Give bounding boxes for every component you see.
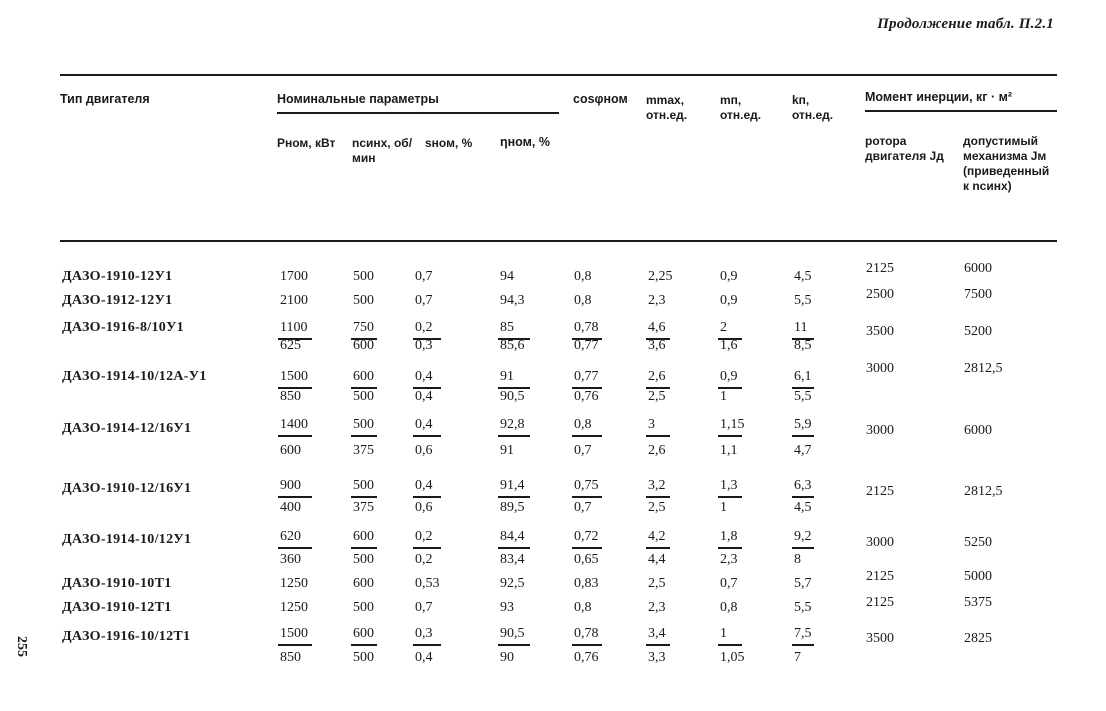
fraction-rule <box>278 435 312 437</box>
cell-n-sync: 600 <box>353 369 374 384</box>
header-k-p: kп, отн.ед. <box>792 93 834 122</box>
cell-k-p: 5,5 <box>794 600 812 615</box>
cell-m-p: 0,7 <box>720 576 738 591</box>
cell-p-nom: 620 <box>280 529 301 544</box>
cell-eta-nom: 85,6 <box>500 338 525 353</box>
cell-eta-nom: 94 <box>500 269 514 284</box>
page-number: 255 <box>14 636 29 657</box>
fraction-rule <box>351 496 377 498</box>
cell-p-nom: 1250 <box>280 576 308 591</box>
cell-p-nom: 625 <box>280 338 301 353</box>
header-m-p: mп, отн.ед. <box>720 93 762 122</box>
cell-cos-phi: 0,8 <box>574 600 592 615</box>
cell-p-nom: 1400 <box>280 417 308 432</box>
fraction-rule <box>413 496 441 498</box>
cell-k-p: 7,5 <box>794 626 812 641</box>
cell-cos-phi: 0,72 <box>574 529 599 544</box>
cell-p-nom: 1250 <box>280 600 308 615</box>
cell-k-p: 6,1 <box>794 369 812 384</box>
cell-k-p: 5,5 <box>794 389 812 404</box>
cell-n-sync: 600 <box>353 576 374 591</box>
cell-m-p: 1 <box>720 500 727 515</box>
cell-cos-phi: 0,77 <box>574 369 599 384</box>
fraction-rule <box>572 435 602 437</box>
cell-n-sync: 500 <box>353 600 374 615</box>
cell-n-sync: 750 <box>353 320 374 335</box>
motor-type-name: ДАЗО-1912-12У1 <box>62 293 173 308</box>
cell-cos-phi: 0,65 <box>574 552 599 567</box>
cell-n-sync: 500 <box>353 269 374 284</box>
fraction-rule <box>792 496 814 498</box>
cell-mechanism-inertia: 6000 <box>964 261 992 276</box>
cell-k-p: 8 <box>794 552 801 567</box>
cell-rotor-inertia: 3500 <box>866 324 894 339</box>
cell-m-max: 3,6 <box>648 338 666 353</box>
motor-type-name: ДАЗО-1914-12/16У1 <box>62 421 192 436</box>
cell-cos-phi: 0,8 <box>574 293 592 308</box>
cell-eta-nom: 91 <box>500 443 514 458</box>
fraction-rule <box>646 547 670 549</box>
cell-n-sync: 600 <box>353 338 374 353</box>
cell-mechanism-inertia: 5200 <box>964 324 992 339</box>
cell-m-max: 2,3 <box>648 293 666 308</box>
cell-rotor-inertia: 3500 <box>866 631 894 646</box>
header-eta-nom: ηном, % <box>500 135 550 149</box>
motor-type-name: ДАЗО-1910-12Т1 <box>62 600 172 615</box>
cell-m-max: 3 <box>648 417 655 432</box>
motor-type-name: ДАЗО-1910-12У1 <box>62 269 173 284</box>
cell-m-p: 0,9 <box>720 293 738 308</box>
cell-n-sync: 500 <box>353 478 374 493</box>
fraction-rule <box>278 496 312 498</box>
cell-k-p: 4,7 <box>794 443 812 458</box>
fraction-rule <box>718 435 742 437</box>
cell-rotor-inertia: 2125 <box>866 261 894 276</box>
cell-p-nom: 360 <box>280 552 301 567</box>
fraction-rule <box>413 547 441 549</box>
cell-cos-phi: 0,78 <box>574 320 599 335</box>
cell-mechanism-inertia: 2812,5 <box>964 361 1003 376</box>
cell-m-p: 2,3 <box>720 552 738 567</box>
cell-cos-phi: 0,76 <box>574 389 599 404</box>
fraction-rule <box>572 644 602 646</box>
motor-type-name: ДАЗО-1914-10/12У1 <box>62 532 192 547</box>
fraction-rule <box>572 547 602 549</box>
cell-m-p: 1,6 <box>720 338 738 353</box>
motor-type-name: ДАЗО-1910-10Т1 <box>62 576 172 591</box>
cell-k-p: 7 <box>794 650 801 665</box>
cell-k-p: 9,2 <box>794 529 812 544</box>
cell-mechanism-inertia: 6000 <box>964 423 992 438</box>
cell-cos-phi: 0,8 <box>574 269 592 284</box>
cell-cos-phi: 0,75 <box>574 478 599 493</box>
cell-s-nom: 0,4 <box>415 417 433 432</box>
fraction-rule <box>498 435 530 437</box>
table-continuation-caption: Продолжение табл. П.2.1 <box>877 16 1054 32</box>
cell-m-max: 3,3 <box>648 650 666 665</box>
header-mechanism-inertia: допустимый механизма Jм (приведенный к nсинх) <box>963 134 1050 193</box>
header-nominal-params-rule <box>277 112 559 114</box>
cell-eta-nom: 94,3 <box>500 293 525 308</box>
fraction-rule <box>718 644 742 646</box>
cell-eta-nom: 93 <box>500 600 514 615</box>
fraction-rule <box>351 547 377 549</box>
fraction-rule <box>792 547 814 549</box>
cell-rotor-inertia: 3000 <box>866 535 894 550</box>
header-bottom-rule <box>60 240 1057 242</box>
cell-s-nom: 0,4 <box>415 369 433 384</box>
cell-m-max: 2,5 <box>648 500 666 515</box>
cell-p-nom: 400 <box>280 500 301 515</box>
header-m-max: mmax, отн.ед. <box>646 93 688 122</box>
motor-type-name: ДАЗО-1916-10/12Т1 <box>62 629 191 644</box>
cell-mechanism-inertia: 5250 <box>964 535 992 550</box>
cell-s-nom: 0,3 <box>415 626 433 641</box>
motor-type-name: ДАЗО-1914-10/12А-У1 <box>62 369 207 384</box>
cell-s-nom: 0,6 <box>415 443 433 458</box>
fraction-rule <box>498 547 530 549</box>
fraction-rule <box>498 644 530 646</box>
cell-eta-nom: 84,4 <box>500 529 525 544</box>
cell-s-nom: 0,2 <box>415 320 433 335</box>
cell-p-nom: 1700 <box>280 269 308 284</box>
cell-s-nom: 0,7 <box>415 600 433 615</box>
cell-cos-phi: 0,77 <box>574 338 599 353</box>
cell-eta-nom: 90,5 <box>500 626 525 641</box>
header-rotor-inertia: ротора двигателя Jд <box>865 134 944 163</box>
cell-m-max: 4,6 <box>648 320 666 335</box>
cell-eta-nom: 92,8 <box>500 417 525 432</box>
cell-mechanism-inertia: 5000 <box>964 569 992 584</box>
cell-cos-phi: 0,76 <box>574 650 599 665</box>
header-nominal-params: Номинальные параметры <box>277 92 439 106</box>
cell-p-nom: 2100 <box>280 293 308 308</box>
cell-n-sync: 600 <box>353 529 374 544</box>
cell-mechanism-inertia: 7500 <box>964 287 992 302</box>
table-top-rule <box>60 74 1057 76</box>
cell-rotor-inertia: 2125 <box>866 595 894 610</box>
cell-eta-nom: 85 <box>500 320 514 335</box>
cell-k-p: 4,5 <box>794 269 812 284</box>
fraction-rule <box>646 644 670 646</box>
cell-mechanism-inertia: 2825 <box>964 631 992 646</box>
fraction-rule <box>572 496 602 498</box>
cell-m-max: 2,6 <box>648 369 666 384</box>
cell-mechanism-inertia: 2812,5 <box>964 484 1003 499</box>
cell-m-p: 0,9 <box>720 369 738 384</box>
cell-cos-phi: 0,8 <box>574 417 592 432</box>
cell-m-p: 1,8 <box>720 529 738 544</box>
cell-p-nom: 850 <box>280 389 301 404</box>
cell-s-nom: 0,2 <box>415 552 433 567</box>
fraction-rule <box>413 435 441 437</box>
cell-m-max: 2,5 <box>648 389 666 404</box>
fraction-rule <box>792 644 814 646</box>
cell-rotor-inertia: 3000 <box>866 423 894 438</box>
motor-type-name: ДАЗО-1910-12/16У1 <box>62 481 192 496</box>
cell-n-sync: 600 <box>353 626 374 641</box>
cell-p-nom: 850 <box>280 650 301 665</box>
cell-m-p: 2 <box>720 320 727 335</box>
cell-p-nom: 600 <box>280 443 301 458</box>
cell-k-p: 8,5 <box>794 338 812 353</box>
fraction-rule <box>646 496 670 498</box>
cell-eta-nom: 83,4 <box>500 552 525 567</box>
cell-m-p: 0,9 <box>720 269 738 284</box>
cell-rotor-inertia: 2125 <box>866 569 894 584</box>
header-n-sync: nсинх, об/мин <box>352 136 413 165</box>
cell-s-nom: 0,2 <box>415 529 433 544</box>
fraction-rule <box>718 496 742 498</box>
cell-s-nom: 0,7 <box>415 269 433 284</box>
cell-p-nom: 1500 <box>280 369 308 384</box>
fraction-rule <box>351 644 377 646</box>
fraction-rule <box>278 644 312 646</box>
cell-m-p: 0,8 <box>720 600 738 615</box>
cell-k-p: 4,5 <box>794 500 812 515</box>
cell-p-nom: 1100 <box>280 320 308 335</box>
cell-k-p: 5,9 <box>794 417 812 432</box>
cell-m-max: 2,25 <box>648 269 673 284</box>
cell-k-p: 11 <box>794 320 808 335</box>
cell-m-max: 3,4 <box>648 626 666 641</box>
cell-eta-nom: 91 <box>500 369 514 384</box>
cell-m-max: 2,3 <box>648 600 666 615</box>
cell-k-p: 6,3 <box>794 478 812 493</box>
cell-cos-phi: 0,7 <box>574 443 592 458</box>
header-p-nom: Pном, кВт <box>277 136 336 150</box>
cell-n-sync: 375 <box>353 443 374 458</box>
cell-m-p: 1 <box>720 626 727 641</box>
header-s-nom: sном, % <box>425 136 473 150</box>
cell-rotor-inertia: 2125 <box>866 484 894 499</box>
cell-m-max: 4,2 <box>648 529 666 544</box>
cell-k-p: 5,7 <box>794 576 812 591</box>
cell-m-max: 3,2 <box>648 478 666 493</box>
cell-rotor-inertia: 3000 <box>866 361 894 376</box>
cell-cos-phi: 0,78 <box>574 626 599 641</box>
cell-cos-phi: 0,7 <box>574 500 592 515</box>
cell-eta-nom: 92,5 <box>500 576 525 591</box>
cell-m-max: 2,6 <box>648 443 666 458</box>
cell-s-nom: 0,6 <box>415 500 433 515</box>
cell-s-nom: 0,4 <box>415 389 433 404</box>
cell-eta-nom: 89,5 <box>500 500 525 515</box>
cell-m-max: 4,4 <box>648 552 666 567</box>
cell-n-sync: 500 <box>353 552 374 567</box>
cell-m-p: 1 <box>720 389 727 404</box>
fraction-rule <box>498 496 530 498</box>
fraction-rule <box>718 547 742 549</box>
cell-n-sync: 500 <box>353 417 374 432</box>
cell-m-p: 1,1 <box>720 443 738 458</box>
cell-m-max: 2,5 <box>648 576 666 591</box>
cell-m-p: 1,15 <box>720 417 745 432</box>
fraction-rule <box>278 547 312 549</box>
fraction-rule <box>646 435 670 437</box>
cell-eta-nom: 90 <box>500 650 514 665</box>
cell-s-nom: 0,4 <box>415 478 433 493</box>
cell-mechanism-inertia: 5375 <box>964 595 992 610</box>
header-inertia: Момент инерции, кг · м² <box>865 90 1013 104</box>
cell-p-nom: 1500 <box>280 626 308 641</box>
cell-s-nom: 0,4 <box>415 650 433 665</box>
fraction-rule <box>351 435 377 437</box>
cell-s-nom: 0,53 <box>415 576 440 591</box>
cell-n-sync: 375 <box>353 500 374 515</box>
cell-eta-nom: 91,4 <box>500 478 525 493</box>
header-inertia-rule <box>865 110 1057 112</box>
cell-m-p: 1,3 <box>720 478 738 493</box>
cell-cos-phi: 0,83 <box>574 576 599 591</box>
fraction-rule <box>413 644 441 646</box>
motor-type-name: ДАЗО-1916-8/10У1 <box>62 320 184 335</box>
cell-rotor-inertia: 2500 <box>866 287 894 302</box>
cell-p-nom: 900 <box>280 478 301 493</box>
cell-n-sync: 500 <box>353 389 374 404</box>
fraction-rule <box>792 435 814 437</box>
cell-k-p: 5,5 <box>794 293 812 308</box>
header-motor-type: Тип двигателя <box>60 92 150 106</box>
cell-m-p: 1,05 <box>720 650 745 665</box>
cell-n-sync: 500 <box>353 293 374 308</box>
header-cos-phi: cosφном <box>573 92 628 106</box>
cell-s-nom: 0,3 <box>415 338 433 353</box>
cell-n-sync: 500 <box>353 650 374 665</box>
cell-s-nom: 0,7 <box>415 293 433 308</box>
cell-eta-nom: 90,5 <box>500 389 525 404</box>
